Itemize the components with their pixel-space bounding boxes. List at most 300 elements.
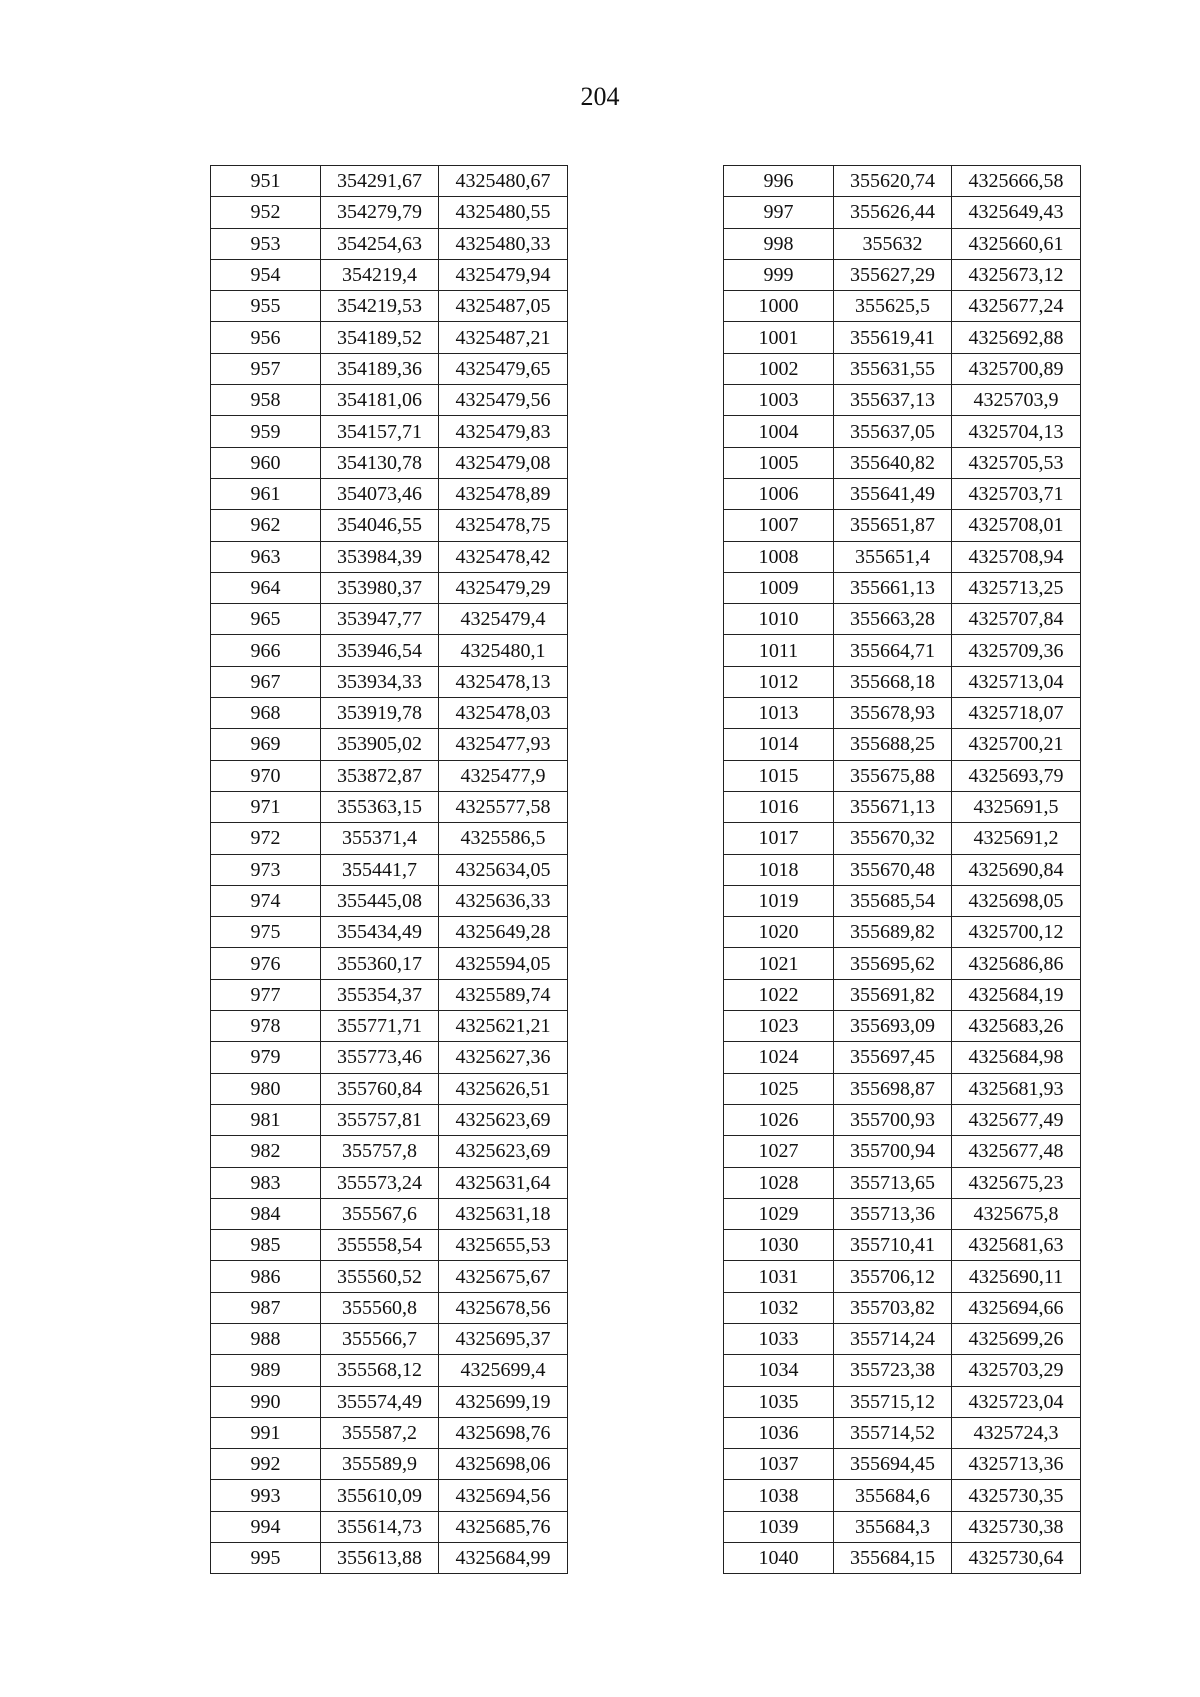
x-coordinate-cell: 355694,45 <box>834 1449 952 1480</box>
x-coordinate-cell: 355354,37 <box>321 979 439 1010</box>
x-coordinate-cell: 354219,53 <box>321 291 439 322</box>
table-row <box>724 447 1081 478</box>
y-coordinate-cell: 4325649,43 <box>952 197 1081 228</box>
y-coordinate-cell: 4325478,75 <box>439 510 568 541</box>
table-row <box>211 666 568 697</box>
point-number-cell: 958 <box>211 385 321 416</box>
y-coordinate-cell: 4325690,11 <box>952 1261 1081 1292</box>
y-coordinate-cell: 4325480,55 <box>439 197 568 228</box>
x-coordinate-cell: 355714,52 <box>834 1417 952 1448</box>
point-number-cell: 984 <box>211 1198 321 1229</box>
point-number-cell: 1028 <box>724 1167 834 1198</box>
point-number-cell: 967 <box>211 666 321 697</box>
point-number-cell: 1037 <box>724 1449 834 1480</box>
x-coordinate-cell: 355706,12 <box>834 1261 952 1292</box>
point-number-cell: 959 <box>211 416 321 447</box>
x-coordinate-cell: 353946,54 <box>321 635 439 666</box>
y-coordinate-cell: 4325479,56 <box>439 385 568 416</box>
x-coordinate-cell: 355670,48 <box>834 854 952 885</box>
point-number-cell: 1004 <box>724 416 834 447</box>
y-coordinate-cell: 4325730,38 <box>952 1511 1081 1542</box>
point-number-cell: 1003 <box>724 385 834 416</box>
point-number-cell: 1011 <box>724 635 834 666</box>
table-row <box>211 1261 568 1292</box>
x-coordinate-cell: 355589,9 <box>321 1449 439 1480</box>
y-coordinate-cell: 4325623,69 <box>439 1104 568 1135</box>
table-row <box>724 698 1081 729</box>
point-number-cell: 1039 <box>724 1511 834 1542</box>
y-coordinate-cell: 4325713,25 <box>952 572 1081 603</box>
table-row <box>724 353 1081 384</box>
table-row <box>211 353 568 384</box>
point-number-cell: 966 <box>211 635 321 666</box>
y-coordinate-cell: 4325487,05 <box>439 291 568 322</box>
point-number-cell: 952 <box>211 197 321 228</box>
point-number-cell: 998 <box>724 228 834 259</box>
x-coordinate-cell: 355684,3 <box>834 1511 952 1542</box>
table-row <box>724 1323 1081 1354</box>
y-coordinate-cell: 4325694,56 <box>439 1480 568 1511</box>
x-coordinate-cell: 354219,4 <box>321 259 439 290</box>
table-row <box>211 1073 568 1104</box>
point-number-cell: 983 <box>211 1167 321 1198</box>
y-coordinate-cell: 4325480,1 <box>439 635 568 666</box>
point-number-cell: 1000 <box>724 291 834 322</box>
point-number-cell: 964 <box>211 572 321 603</box>
point-number-cell: 1002 <box>724 353 834 384</box>
table-row <box>724 979 1081 1010</box>
y-coordinate-cell: 4325698,76 <box>439 1417 568 1448</box>
point-number-cell: 1023 <box>724 1011 834 1042</box>
x-coordinate-cell: 355670,32 <box>834 823 952 854</box>
y-coordinate-cell: 4325636,33 <box>439 885 568 916</box>
y-coordinate-cell: 4325621,21 <box>439 1011 568 1042</box>
point-number-cell: 1021 <box>724 948 834 979</box>
point-number-cell: 1030 <box>724 1230 834 1261</box>
x-coordinate-cell: 355610,09 <box>321 1480 439 1511</box>
table-row <box>211 322 568 353</box>
table-row <box>724 197 1081 228</box>
table-row <box>724 1104 1081 1135</box>
point-number-cell: 1018 <box>724 854 834 885</box>
point-number-cell: 988 <box>211 1323 321 1354</box>
table-row <box>211 1480 568 1511</box>
x-coordinate-cell: 355651,4 <box>834 541 952 572</box>
x-coordinate-cell: 355691,82 <box>834 979 952 1010</box>
point-number-cell: 1038 <box>724 1480 834 1511</box>
point-number-cell: 1034 <box>724 1355 834 1386</box>
point-number-cell: 975 <box>211 917 321 948</box>
y-coordinate-cell: 4325586,5 <box>439 823 568 854</box>
y-coordinate-cell: 4325627,36 <box>439 1042 568 1073</box>
y-coordinate-cell: 4325634,05 <box>439 854 568 885</box>
x-coordinate-cell: 354073,46 <box>321 478 439 509</box>
coordinates-table-right <box>723 165 1081 1574</box>
point-number-cell: 1007 <box>724 510 834 541</box>
x-coordinate-cell: 355434,49 <box>321 917 439 948</box>
x-coordinate-cell: 355663,28 <box>834 604 952 635</box>
table-row <box>211 166 568 197</box>
table-row <box>724 823 1081 854</box>
x-coordinate-cell: 355360,17 <box>321 948 439 979</box>
table-row <box>211 1042 568 1073</box>
table-row <box>724 1230 1081 1261</box>
x-coordinate-cell: 355671,13 <box>834 791 952 822</box>
table-row <box>724 1543 1081 1574</box>
x-coordinate-cell: 353919,78 <box>321 698 439 729</box>
x-coordinate-cell: 354189,36 <box>321 353 439 384</box>
y-coordinate-cell: 4325677,48 <box>952 1136 1081 1167</box>
y-coordinate-cell: 4325704,13 <box>952 416 1081 447</box>
table-row <box>211 635 568 666</box>
x-coordinate-cell: 355689,82 <box>834 917 952 948</box>
point-number-cell: 1017 <box>724 823 834 854</box>
y-coordinate-cell: 4325686,86 <box>952 948 1081 979</box>
table-row <box>211 854 568 885</box>
y-coordinate-cell: 4325478,42 <box>439 541 568 572</box>
x-coordinate-cell: 355574,49 <box>321 1386 439 1417</box>
x-coordinate-cell: 355723,38 <box>834 1355 952 1386</box>
y-coordinate-cell: 4325666,58 <box>952 166 1081 197</box>
x-coordinate-cell: 354046,55 <box>321 510 439 541</box>
point-number-cell: 980 <box>211 1073 321 1104</box>
y-coordinate-cell: 4325660,61 <box>952 228 1081 259</box>
y-coordinate-cell: 4325698,06 <box>439 1449 568 1480</box>
y-coordinate-cell: 4325685,76 <box>439 1511 568 1542</box>
point-number-cell: 969 <box>211 729 321 760</box>
y-coordinate-cell: 4325479,83 <box>439 416 568 447</box>
y-coordinate-cell: 4325479,29 <box>439 572 568 603</box>
x-coordinate-cell: 355757,81 <box>321 1104 439 1135</box>
table-row <box>724 541 1081 572</box>
y-coordinate-cell: 4325713,36 <box>952 1449 1081 1480</box>
table-row <box>724 259 1081 290</box>
table-row <box>724 166 1081 197</box>
y-coordinate-cell: 4325487,21 <box>439 322 568 353</box>
y-coordinate-cell: 4325479,4 <box>439 604 568 635</box>
point-number-cell: 977 <box>211 979 321 1010</box>
table-row <box>724 1073 1081 1104</box>
table-row <box>724 416 1081 447</box>
y-coordinate-cell: 4325709,36 <box>952 635 1081 666</box>
point-number-cell: 1032 <box>724 1292 834 1323</box>
point-number-cell: 1033 <box>724 1323 834 1354</box>
x-coordinate-cell: 355771,71 <box>321 1011 439 1042</box>
x-coordinate-cell: 354279,79 <box>321 197 439 228</box>
point-number-cell: 1025 <box>724 1073 834 1104</box>
y-coordinate-cell: 4325703,29 <box>952 1355 1081 1386</box>
table-row <box>211 385 568 416</box>
x-coordinate-cell: 355558,54 <box>321 1230 439 1261</box>
point-number-cell: 978 <box>211 1011 321 1042</box>
point-number-cell: 954 <box>211 259 321 290</box>
y-coordinate-cell: 4325708,94 <box>952 541 1081 572</box>
table-row <box>724 917 1081 948</box>
table-row <box>724 854 1081 885</box>
y-coordinate-cell: 4325699,19 <box>439 1386 568 1417</box>
x-coordinate-cell: 355445,08 <box>321 885 439 916</box>
point-number-cell: 953 <box>211 228 321 259</box>
point-number-cell: 973 <box>211 854 321 885</box>
table-row <box>724 1449 1081 1480</box>
x-coordinate-cell: 355640,82 <box>834 447 952 478</box>
point-number-cell: 996 <box>724 166 834 197</box>
y-coordinate-cell: 4325705,53 <box>952 447 1081 478</box>
y-coordinate-cell: 4325708,01 <box>952 510 1081 541</box>
y-coordinate-cell: 4325479,65 <box>439 353 568 384</box>
point-number-cell: 986 <box>211 1261 321 1292</box>
table-row <box>211 1198 568 1229</box>
point-number-cell: 1001 <box>724 322 834 353</box>
y-coordinate-cell: 4325713,04 <box>952 666 1081 697</box>
y-coordinate-cell: 4325700,21 <box>952 729 1081 760</box>
table-body <box>724 166 1081 1574</box>
y-coordinate-cell: 4325478,13 <box>439 666 568 697</box>
x-coordinate-cell: 355675,88 <box>834 760 952 791</box>
x-coordinate-cell: 355703,82 <box>834 1292 952 1323</box>
y-coordinate-cell: 4325684,19 <box>952 979 1081 1010</box>
x-coordinate-cell: 353984,39 <box>321 541 439 572</box>
x-coordinate-cell: 355568,12 <box>321 1355 439 1386</box>
x-coordinate-cell: 355631,55 <box>834 353 952 384</box>
x-coordinate-cell: 355773,46 <box>321 1042 439 1073</box>
x-coordinate-cell: 355700,94 <box>834 1136 952 1167</box>
x-coordinate-cell: 355664,71 <box>834 635 952 666</box>
y-coordinate-cell: 4325655,53 <box>439 1230 568 1261</box>
point-number-cell: 1020 <box>724 917 834 948</box>
table-row <box>724 291 1081 322</box>
x-coordinate-cell: 355363,15 <box>321 791 439 822</box>
table-row <box>211 197 568 228</box>
table-row <box>724 666 1081 697</box>
x-coordinate-cell: 355573,24 <box>321 1167 439 1198</box>
y-coordinate-cell: 4325626,51 <box>439 1073 568 1104</box>
table-row <box>724 1042 1081 1073</box>
point-number-cell: 1008 <box>724 541 834 572</box>
x-coordinate-cell: 355698,87 <box>834 1073 952 1104</box>
y-coordinate-cell: 4325631,64 <box>439 1167 568 1198</box>
y-coordinate-cell: 4325691,5 <box>952 791 1081 822</box>
point-number-cell: 982 <box>211 1136 321 1167</box>
point-number-cell: 997 <box>724 197 834 228</box>
x-coordinate-cell: 355678,93 <box>834 698 952 729</box>
point-number-cell: 985 <box>211 1230 321 1261</box>
point-number-cell: 974 <box>211 885 321 916</box>
x-coordinate-cell: 355757,8 <box>321 1136 439 1167</box>
x-coordinate-cell: 355641,49 <box>834 478 952 509</box>
x-coordinate-cell: 355371,4 <box>321 823 439 854</box>
table-row <box>211 885 568 916</box>
y-coordinate-cell: 4325678,56 <box>439 1292 568 1323</box>
x-coordinate-cell: 353905,02 <box>321 729 439 760</box>
y-coordinate-cell: 4325577,58 <box>439 791 568 822</box>
point-number-cell: 1027 <box>724 1136 834 1167</box>
table-row <box>211 729 568 760</box>
table-row <box>211 979 568 1010</box>
x-coordinate-cell: 353872,87 <box>321 760 439 791</box>
table-row <box>724 1011 1081 1042</box>
table-row <box>211 228 568 259</box>
x-coordinate-cell: 355566,7 <box>321 1323 439 1354</box>
point-number-cell: 1012 <box>724 666 834 697</box>
table-row <box>211 1230 568 1261</box>
y-coordinate-cell: 4325700,12 <box>952 917 1081 948</box>
x-coordinate-cell: 355693,09 <box>834 1011 952 1042</box>
y-coordinate-cell: 4325730,64 <box>952 1543 1081 1574</box>
coordinates-table-left <box>210 165 568 1574</box>
table-row <box>211 1386 568 1417</box>
x-coordinate-cell: 354157,71 <box>321 416 439 447</box>
y-coordinate-cell: 4325681,63 <box>952 1230 1081 1261</box>
y-coordinate-cell: 4325684,99 <box>439 1543 568 1574</box>
y-coordinate-cell: 4325690,84 <box>952 854 1081 885</box>
x-coordinate-cell: 355700,93 <box>834 1104 952 1135</box>
y-coordinate-cell: 4325623,69 <box>439 1136 568 1167</box>
point-number-cell: 1005 <box>724 447 834 478</box>
table-row <box>724 572 1081 603</box>
page-number: 204 <box>580 82 620 111</box>
table-row <box>211 291 568 322</box>
point-number-cell: 1035 <box>724 1386 834 1417</box>
table-row <box>211 510 568 541</box>
y-coordinate-cell: 4325703,9 <box>952 385 1081 416</box>
table-row <box>211 1417 568 1448</box>
table-row <box>211 1104 568 1135</box>
point-number-cell: 981 <box>211 1104 321 1135</box>
table-row <box>724 948 1081 979</box>
table-row <box>211 1292 568 1323</box>
table-row <box>724 1261 1081 1292</box>
point-number-cell: 991 <box>211 1417 321 1448</box>
x-coordinate-cell: 355688,25 <box>834 729 952 760</box>
x-coordinate-cell: 355668,18 <box>834 666 952 697</box>
x-coordinate-cell: 354189,52 <box>321 322 439 353</box>
y-coordinate-cell: 4325684,98 <box>952 1042 1081 1073</box>
point-number-cell: 1029 <box>724 1198 834 1229</box>
table-row <box>211 1323 568 1354</box>
x-coordinate-cell: 355620,74 <box>834 166 952 197</box>
x-coordinate-cell: 354291,67 <box>321 166 439 197</box>
table-row <box>211 1011 568 1042</box>
table-row <box>211 259 568 290</box>
y-coordinate-cell: 4325699,4 <box>439 1355 568 1386</box>
y-coordinate-cell: 4325675,67 <box>439 1261 568 1292</box>
point-number-cell: 1036 <box>724 1417 834 1448</box>
point-number-cell: 990 <box>211 1386 321 1417</box>
point-number-cell: 1031 <box>724 1261 834 1292</box>
point-number-cell: 1010 <box>724 604 834 635</box>
x-coordinate-cell: 355441,7 <box>321 854 439 885</box>
table-row <box>211 1355 568 1386</box>
x-coordinate-cell: 355625,5 <box>834 291 952 322</box>
table-row <box>211 604 568 635</box>
point-number-cell: 994 <box>211 1511 321 1542</box>
table-row <box>724 635 1081 666</box>
point-number-cell: 987 <box>211 1292 321 1323</box>
y-coordinate-cell: 4325695,37 <box>439 1323 568 1354</box>
x-coordinate-cell: 355684,6 <box>834 1480 952 1511</box>
x-coordinate-cell: 353934,33 <box>321 666 439 697</box>
table-row <box>211 541 568 572</box>
y-coordinate-cell: 4325730,35 <box>952 1480 1081 1511</box>
y-coordinate-cell: 4325718,07 <box>952 698 1081 729</box>
point-number-cell: 1009 <box>724 572 834 603</box>
point-number-cell: 1006 <box>724 478 834 509</box>
table-row <box>724 228 1081 259</box>
table-row <box>211 1511 568 1542</box>
y-coordinate-cell: 4325478,89 <box>439 478 568 509</box>
x-coordinate-cell: 355713,65 <box>834 1167 952 1198</box>
y-coordinate-cell: 4325478,03 <box>439 698 568 729</box>
table-row <box>724 1355 1081 1386</box>
table-row <box>211 917 568 948</box>
point-number-cell: 956 <box>211 322 321 353</box>
x-coordinate-cell: 355760,84 <box>321 1073 439 1104</box>
table-row <box>724 478 1081 509</box>
x-coordinate-cell: 355626,44 <box>834 197 952 228</box>
point-number-cell: 961 <box>211 478 321 509</box>
y-coordinate-cell: 4325699,26 <box>952 1323 1081 1354</box>
x-coordinate-cell: 355713,36 <box>834 1198 952 1229</box>
table-row <box>724 1417 1081 1448</box>
point-number-cell: 1022 <box>724 979 834 1010</box>
x-coordinate-cell: 355697,45 <box>834 1042 952 1073</box>
y-coordinate-cell: 4325480,67 <box>439 166 568 197</box>
table-row <box>724 385 1081 416</box>
x-coordinate-cell: 355715,12 <box>834 1386 952 1417</box>
y-coordinate-cell: 4325649,28 <box>439 917 568 948</box>
y-coordinate-cell: 4325691,2 <box>952 823 1081 854</box>
point-number-cell: 971 <box>211 791 321 822</box>
point-number-cell: 963 <box>211 541 321 572</box>
x-coordinate-cell: 355614,73 <box>321 1511 439 1542</box>
x-coordinate-cell: 355567,6 <box>321 1198 439 1229</box>
table-row <box>211 698 568 729</box>
table-row <box>724 604 1081 635</box>
point-number-cell: 1016 <box>724 791 834 822</box>
point-number-cell: 1014 <box>724 729 834 760</box>
table-row <box>724 791 1081 822</box>
point-number-cell: 976 <box>211 948 321 979</box>
point-number-cell: 972 <box>211 823 321 854</box>
y-coordinate-cell: 4325703,71 <box>952 478 1081 509</box>
point-number-cell: 970 <box>211 760 321 791</box>
table-body <box>211 166 568 1574</box>
y-coordinate-cell: 4325677,24 <box>952 291 1081 322</box>
table-row <box>724 1136 1081 1167</box>
table-row <box>724 322 1081 353</box>
y-coordinate-cell: 4325707,84 <box>952 604 1081 635</box>
x-coordinate-cell: 354130,78 <box>321 447 439 478</box>
point-number-cell: 995 <box>211 1543 321 1574</box>
table-row <box>211 447 568 478</box>
x-coordinate-cell: 353947,77 <box>321 604 439 635</box>
x-coordinate-cell: 355710,41 <box>834 1230 952 1261</box>
y-coordinate-cell: 4325675,23 <box>952 1167 1081 1198</box>
y-coordinate-cell: 4325675,8 <box>952 1198 1081 1229</box>
point-number-cell: 960 <box>211 447 321 478</box>
table-row <box>724 885 1081 916</box>
table-row <box>724 1198 1081 1229</box>
x-coordinate-cell: 355560,52 <box>321 1261 439 1292</box>
table-row <box>724 1480 1081 1511</box>
table-row <box>724 1292 1081 1323</box>
table-row <box>211 1543 568 1574</box>
x-coordinate-cell: 355613,88 <box>321 1543 439 1574</box>
y-coordinate-cell: 4325589,74 <box>439 979 568 1010</box>
point-number-cell: 962 <box>211 510 321 541</box>
x-coordinate-cell: 355560,8 <box>321 1292 439 1323</box>
